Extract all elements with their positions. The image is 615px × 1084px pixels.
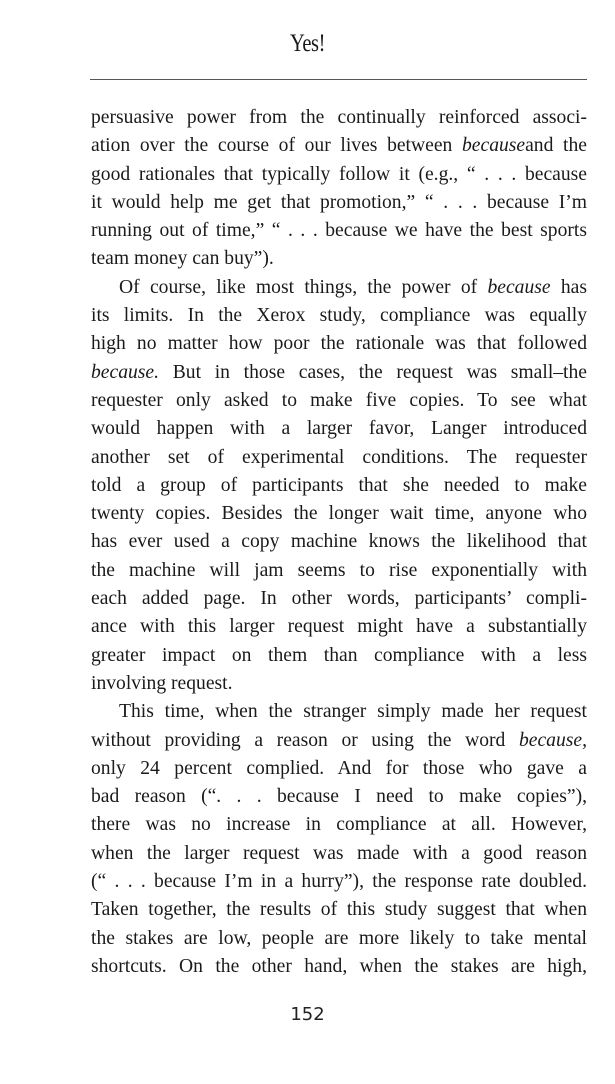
text-line bbox=[91, 330, 587, 358]
text-run: only 24 percent complied. And for those who gave a bbox=[91, 757, 587, 779]
text-line bbox=[91, 500, 587, 528]
text-run: bad reason (“. . . because I need to make copies”), bbox=[91, 786, 587, 808]
text-line bbox=[91, 613, 587, 641]
text-line bbox=[91, 161, 587, 189]
text-run: running out of time,” “ . . . because we have the best sports bbox=[91, 220, 587, 242]
text-line bbox=[91, 189, 587, 217]
text-line bbox=[91, 274, 587, 302]
text-line bbox=[91, 727, 587, 755]
text-line bbox=[91, 557, 587, 585]
text-run: there was no increase in compliance at all. However, bbox=[91, 814, 587, 836]
text-line bbox=[91, 302, 587, 330]
text-run: shortcuts. On the other hand, when the stakes are high, bbox=[91, 955, 587, 977]
header-rule bbox=[90, 79, 587, 80]
text-run: another set of experimental conditions. The requester bbox=[91, 446, 587, 468]
text-line bbox=[91, 528, 587, 556]
text-line bbox=[91, 444, 587, 472]
text-line bbox=[91, 755, 587, 783]
running-head-title: Yes! bbox=[289, 30, 326, 57]
italic-word: because. bbox=[91, 361, 160, 383]
text-run: would happen with a larger favor, Langer introduced bbox=[91, 418, 587, 440]
text-run: ance with this larger request might have a substantially bbox=[91, 616, 587, 638]
text-run: twenty copies. Besides the longer wait time, anyone who bbox=[91, 503, 587, 525]
text-run: high no matter how poor the rationale was that followed bbox=[91, 333, 587, 355]
text-run: its limits. In the Xerox study, compliance was equally bbox=[91, 305, 587, 327]
italic-word: because bbox=[462, 135, 526, 157]
text-run: But in those cases, the request was small–the bbox=[159, 361, 587, 383]
text-run: each added page. In other words, participants’ compli- bbox=[91, 588, 587, 610]
text-line bbox=[91, 698, 587, 726]
text-line bbox=[91, 783, 587, 811]
text-run: Of course, like most things, the power of bbox=[119, 276, 488, 298]
text-run: greater impact on them than compliance with a less bbox=[91, 644, 587, 666]
italic-word: because bbox=[487, 276, 551, 298]
text-run: good rationales that typically follow it (e.g., “ . . . because bbox=[91, 163, 587, 185]
text-run: involving request. bbox=[91, 672, 233, 694]
text-run: Taken together, the results of this study suggest that when bbox=[91, 899, 587, 921]
text-line bbox=[91, 359, 587, 387]
text-run: without providing a reason or using the word bbox=[91, 729, 519, 751]
text-line bbox=[91, 670, 587, 698]
text-run: the stakes are low, people are more likely to take mental bbox=[91, 927, 587, 949]
text-run: the machine will jam seems to rise exponentially with bbox=[91, 559, 587, 581]
text-run: has bbox=[550, 276, 587, 298]
text-run: requester only asked to make five copies. To see what bbox=[91, 389, 587, 411]
text-run: has ever used a copy machine knows the likelihood that bbox=[91, 531, 587, 553]
text-line bbox=[91, 415, 587, 443]
page-number: 152 bbox=[290, 1004, 325, 1025]
text-line bbox=[91, 217, 587, 245]
text-run: told a group of participants that she needed to make bbox=[91, 474, 587, 496]
text-line bbox=[91, 472, 587, 500]
text-line bbox=[91, 896, 587, 924]
text-line bbox=[91, 811, 587, 839]
text-line bbox=[91, 387, 587, 415]
text-run: ation over the course of our lives between bbox=[91, 135, 462, 157]
text-line bbox=[91, 245, 587, 273]
italic-word: because, bbox=[518, 729, 587, 751]
text-line bbox=[91, 953, 587, 981]
text-run: it would help me get that promotion,” “ . . . because I’m bbox=[91, 191, 587, 213]
text-run: persuasive power from the continually reinforced associ- bbox=[91, 107, 587, 128]
text-run: when the larger request was made with a good reason bbox=[91, 842, 587, 864]
text-line bbox=[91, 585, 587, 613]
text-line bbox=[91, 925, 587, 953]
text-line bbox=[91, 104, 587, 132]
text-run: This time, when the stranger simply made her request bbox=[119, 701, 587, 723]
text-run: team money can buy”). bbox=[91, 248, 274, 270]
text-line bbox=[91, 132, 587, 160]
text-line bbox=[91, 840, 587, 868]
text-run: and the bbox=[525, 135, 587, 157]
text-line bbox=[91, 642, 587, 670]
text-run: (“ . . . because I’m in a hurry”), the response rate doubled. bbox=[91, 871, 587, 893]
text-line bbox=[91, 868, 587, 896]
body-text bbox=[91, 104, 587, 981]
